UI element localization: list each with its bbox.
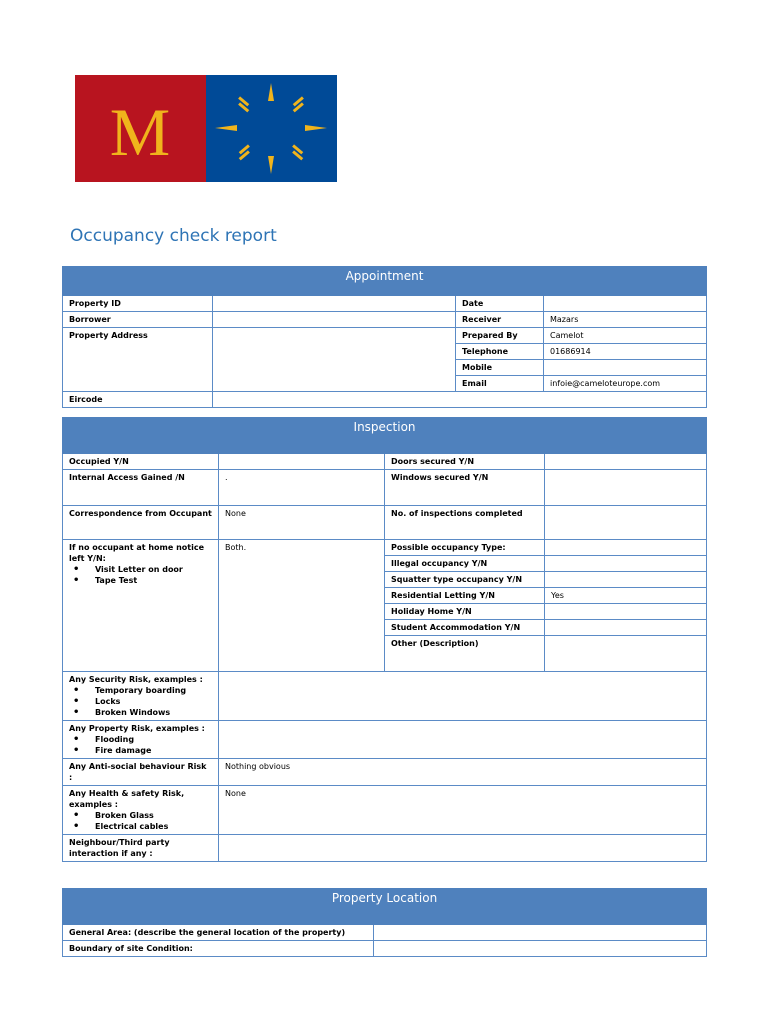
student-accommodation-field[interactable] (545, 620, 707, 636)
field-label: Illegal occupancy Y/N (385, 556, 545, 572)
bullet-list (69, 810, 212, 832)
property-id-field[interactable] (213, 296, 456, 312)
security-risk-cell (63, 672, 219, 721)
field-label: Residential Letting Y/N (385, 588, 545, 604)
field-label: Receiver (456, 312, 544, 328)
email-field[interactable]: infoie@cameloteurope.com (544, 376, 707, 392)
health-risk-cell (63, 786, 219, 835)
notice-left-cell (63, 540, 219, 672)
security-risk-field[interactable] (219, 672, 707, 721)
list-item: • Visit Letter on door (95, 564, 212, 575)
table-row (63, 312, 707, 328)
list-item: • Locks (95, 696, 212, 707)
property-address-field[interactable] (213, 328, 456, 392)
occupancy-type-field[interactable] (545, 540, 707, 556)
mobile-field[interactable] (544, 360, 707, 376)
doors-secured-field[interactable] (545, 454, 707, 470)
field-label: Property Address (63, 328, 213, 392)
notice-left-field[interactable]: Both. (219, 540, 385, 672)
list-item: • Fire damage (95, 745, 212, 756)
squatter-occupancy-field[interactable] (545, 572, 707, 588)
illegal-occupancy-field[interactable] (545, 556, 707, 572)
table-row (63, 540, 707, 556)
field-label: Possible occupancy Type: (385, 540, 545, 556)
prepared-by-field[interactable]: Camelot (544, 328, 707, 344)
table-row (63, 470, 707, 506)
field-label: Any Security Risk, examples : (69, 675, 203, 684)
neighbour-interaction-field[interactable] (219, 835, 707, 862)
field-label: Internal Access Gained /N (63, 470, 219, 506)
table-row (63, 392, 707, 408)
table-row (63, 759, 707, 786)
boundary-condition-field[interactable] (374, 941, 707, 957)
occupied-field[interactable] (219, 454, 385, 470)
camelot-logo (75, 75, 337, 182)
field-label: Windows secured Y/N (385, 470, 545, 506)
inspection-table (62, 417, 707, 862)
field-label: Any Health & safety Risk, examples : (69, 789, 185, 809)
bullet-list (69, 685, 212, 718)
other-description-field[interactable] (545, 636, 707, 672)
list-item: • Flooding (95, 734, 212, 745)
property-risk-field[interactable] (219, 721, 707, 759)
field-label: Neighbour/Third party interaction if any : (63, 835, 219, 862)
internal-access-field[interactable]: . (219, 470, 385, 506)
table-row (63, 328, 707, 344)
location-header: Property Location (63, 889, 707, 925)
receiver-field[interactable]: Mazars (544, 312, 707, 328)
field-label: Squatter type occupancy Y/N (385, 572, 545, 588)
field-label: Other (Description) (385, 636, 545, 672)
table-row (63, 721, 707, 759)
field-label: Date (456, 296, 544, 312)
list-item: • Tape Test (95, 575, 212, 586)
windows-secured-field[interactable] (545, 470, 707, 506)
field-label: If no occupant at home notice left Y/N: (69, 543, 204, 563)
field-label: No. of inspections completed (385, 506, 545, 540)
field-label: General Area: (describe the general location of the property) (63, 925, 374, 941)
bullet-list (69, 734, 212, 756)
general-area-field[interactable] (374, 925, 707, 941)
field-label: Occupied Y/N (63, 454, 219, 470)
field-label: Any Property Risk, examples : (69, 724, 205, 733)
holiday-home-field[interactable] (545, 604, 707, 620)
table-row (63, 835, 707, 862)
borrower-field[interactable] (213, 312, 456, 328)
inspections-completed-field[interactable] (545, 506, 707, 540)
list-item: • Electrical cables (95, 821, 212, 832)
field-label: Email (456, 376, 544, 392)
field-label: Holiday Home Y/N (385, 604, 545, 620)
table-row (63, 454, 707, 470)
property-risk-cell (63, 721, 219, 759)
field-label: Correspondence from Occupant (63, 506, 219, 540)
location-table (62, 888, 707, 957)
table-row (63, 941, 707, 957)
health-risk-field[interactable]: None (219, 786, 707, 835)
telephone-field[interactable]: 01686914 (544, 344, 707, 360)
bullet-list (69, 564, 212, 586)
field-label: Property ID (63, 296, 213, 312)
page-title: Occupancy check report (70, 226, 277, 246)
field-label: Student Accommodation Y/N (385, 620, 545, 636)
table-row (63, 672, 707, 721)
list-item: • Broken Glass (95, 810, 212, 821)
field-label: Borrower (63, 312, 213, 328)
eircode-field[interactable] (213, 392, 707, 408)
field-label: Doors secured Y/N (385, 454, 545, 470)
logo-letter: M (109, 94, 171, 170)
table-row (63, 506, 707, 540)
appointment-header: Appointment (63, 267, 707, 296)
antisocial-risk-field[interactable]: Nothing obvious (219, 759, 707, 786)
date-field[interactable] (544, 296, 707, 312)
field-label: Boundary of site Condition: (63, 941, 374, 957)
field-label: Eircode (63, 392, 213, 408)
appointment-table (62, 266, 707, 408)
field-label: Prepared By (456, 328, 544, 344)
field-label: Any Anti-social behaviour Risk : (63, 759, 219, 786)
table-row (63, 925, 707, 941)
field-label: Telephone (456, 344, 544, 360)
list-item: • Broken Windows (95, 707, 212, 718)
inspection-header: Inspection (63, 418, 707, 454)
table-row (63, 296, 707, 312)
table-row (63, 786, 707, 835)
residential-letting-field[interactable]: Yes (545, 588, 707, 604)
field-label: Mobile (456, 360, 544, 376)
list-item: • Temporary boarding (95, 685, 212, 696)
correspondence-field[interactable]: None (219, 506, 385, 540)
